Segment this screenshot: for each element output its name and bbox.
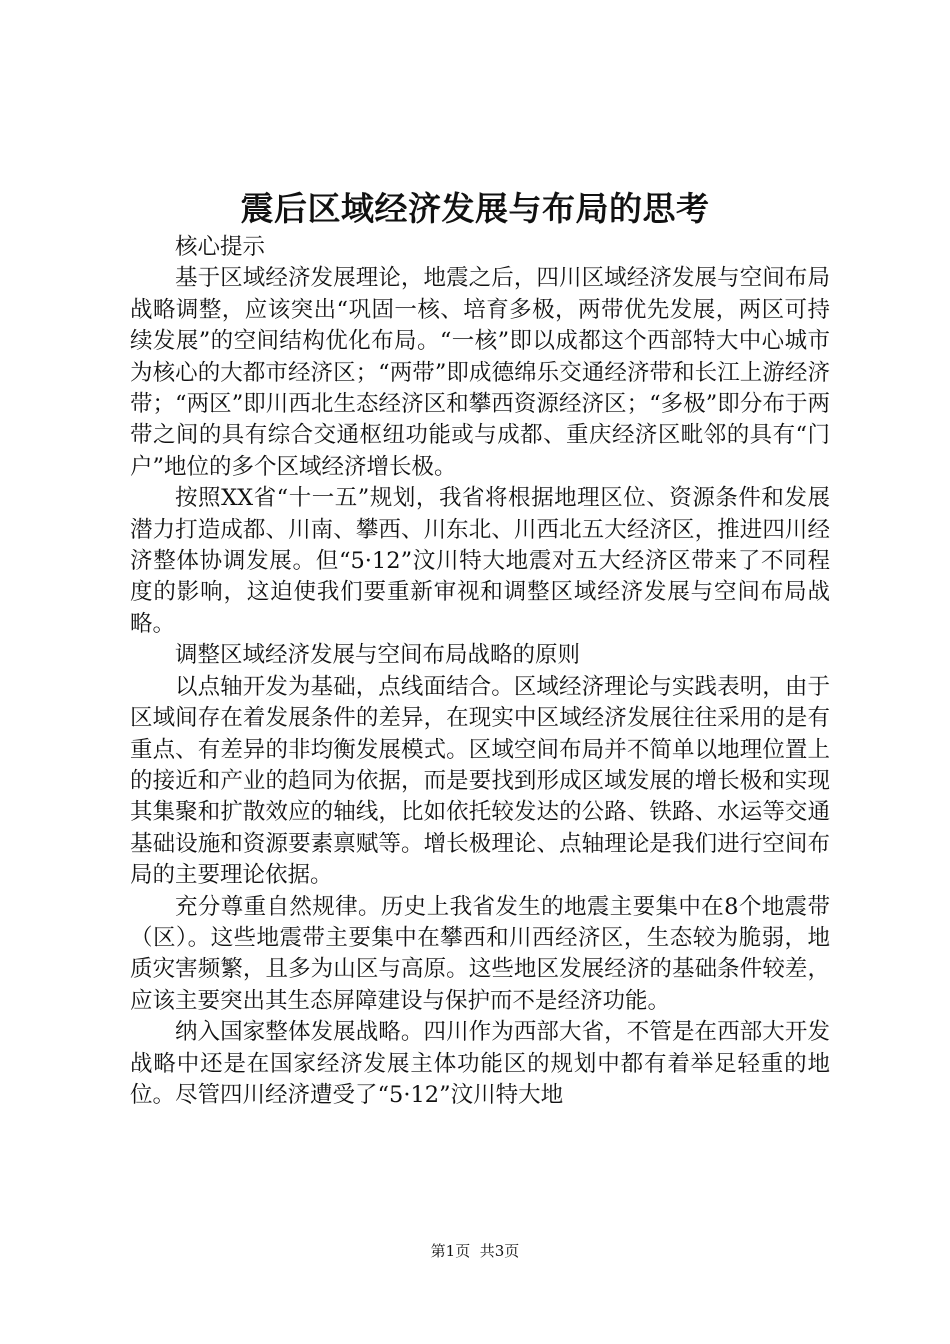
document-title: 震后区域经济发展与布局的思考	[240, 189, 710, 228]
body-paragraph: 基于区域经济发展理论，地震之后，四川区域经济发展与空间布局战略调整，应该突出“巩固一核、培育多极，两带优先发展，两区可持续发展”的空间结构优化布局。“一核”即以成都这个西部特大中心城市为核心的大都市经济区；“两带”即成德绵乐交通经济带和长江上游经济带；“两区”即川西北生态经济区和攀西资源经济区；“多极”即分布于两带之间的具有综合交通枢纽功能或与成都、重庆经济区毗邻的具有“门户”地位的多个区域经济增长极。	[130, 265, 830, 480]
page-number: 第1页	[430, 1242, 471, 1260]
body-paragraph: 纳入国家整体发展战略。四川作为西部大省，不管是在西部大开发战略中还是在国家经济发展主体功能区的规划中都有着举足轻重的地位。尽管四川经济遭受了“5·12”汶川特大地	[130, 1019, 830, 1108]
page-footer	[0, 1241, 950, 1261]
body-paragraph: 以点轴开发为基础，点线面结合。区域经济理论与实践表明，由于区域间存在着发展条件的差异，在现实中区域经济发展往往采用的是有重点、有差异的非均衡发展模式。区域空间布局并不简单以地理位置上的接近和产业的趋同为依据，而是要找到形成区域发展的增长极和实现其集聚和扩散效应的轴线，比如依托较发达的公路、铁路、水运等交通基础设施和资源要素禀赋等。增长极理论、点轴理论是我们进行空间布局的主要理论依据。	[130, 673, 830, 889]
body-paragraph: 按照XX省“十一五”规划，我省将根据地理区位、资源条件和发展潜力打造成都、川南、攀西、川东北、川西北五大经济区，推进四川经济整体协调发展。但“5·12”汶川特大地震对五大经济区带来了不同程度的影响，这迫使我们要重新审视和调整区域经济发展与空间布局战略。	[130, 485, 830, 637]
page-total: 共3页	[479, 1242, 520, 1260]
document-body	[130, 232, 830, 1111]
section-label-core-summary: 核心提示	[175, 234, 266, 260]
section-heading-principles: 调整区域经济发展与空间布局战略的原则	[175, 642, 581, 669]
body-paragraph: 充分尊重自然规律。历史上我省发生的地震主要集中在8个地震带（区）。这些地震带主要集中在攀西和川西经济区，生态较为脆弱，地质灾害频繁，且多为山区与高原。这些地区发展经济的基础条件较差，应该主要突出其生态屏障建设与保护而不是经济功能。	[130, 893, 830, 1014]
